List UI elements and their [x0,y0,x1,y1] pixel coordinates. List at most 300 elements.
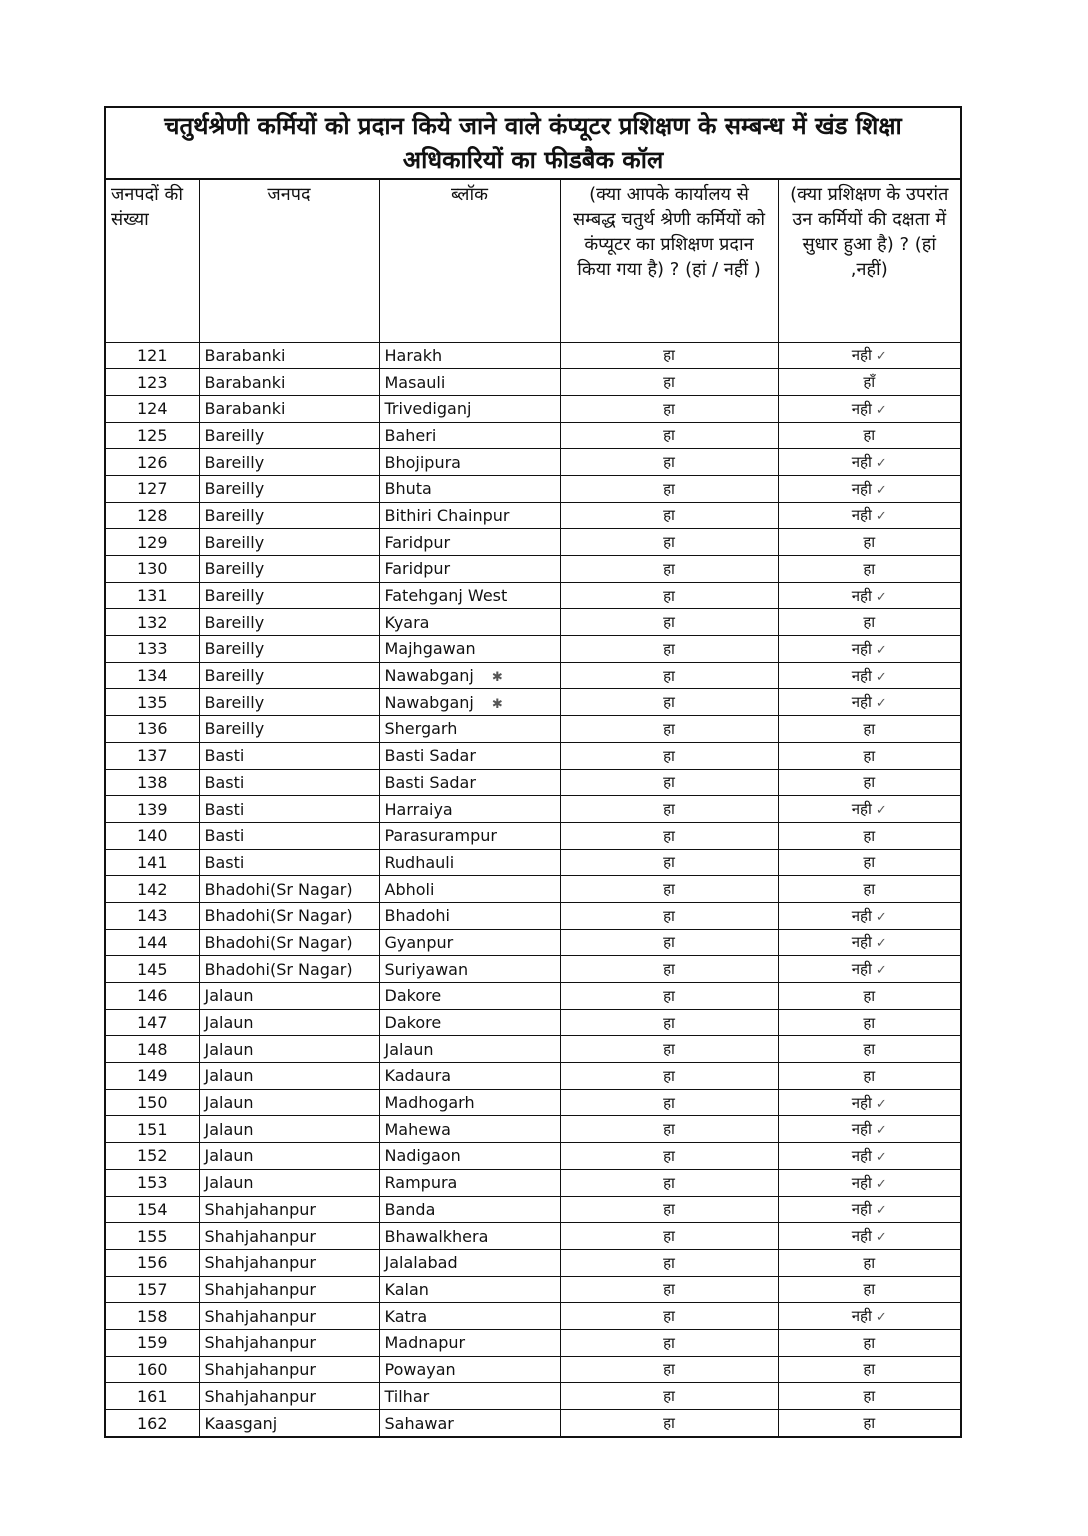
efficiency-improved-cell [778,422,960,449]
training-given-cell: हा [560,1196,778,1223]
checkmark-icon: ✓ [875,402,887,418]
district-cell: Shahjahanpur [199,1356,379,1383]
block-name: Powayan [384,1359,456,1379]
block-name: Madhogarh [384,1093,475,1113]
block-cell [379,1249,560,1276]
block-name: Nawabganj [384,666,474,686]
efficiency-improved-cell [778,582,960,609]
serial-cell: 159 [106,1329,199,1356]
training-given-cell: हा [560,556,778,583]
district-cell: Bareilly [199,475,379,502]
serial-cell: 143 [106,902,199,929]
serial-cell: 146 [106,983,199,1010]
efficiency-improved-cell [778,956,960,983]
efficiency-improved-cell [778,556,960,583]
district-cell: Shahjahanpur [199,1329,379,1356]
answer-text: नही [851,346,872,365]
serial-cell: 154 [106,1196,199,1223]
block-cell [379,822,560,849]
block-cell [379,529,560,556]
efficiency-improved-cell [778,742,960,769]
block-cell [379,422,560,449]
serial-cell: 139 [106,796,199,823]
training-given-cell: हा [560,1169,778,1196]
block-name: Bhadohi [384,906,450,926]
district-cell: Barabanki [199,342,379,369]
answer-text: नही [851,399,872,418]
serial-cell: 135 [106,689,199,716]
serial-cell: 145 [106,956,199,983]
table-row [106,849,960,876]
efficiency-improved-cell [778,1410,960,1437]
answer-text: हा [863,880,876,899]
table-row [106,769,960,796]
block-name: Baheri [384,425,437,445]
serial-cell: 162 [106,1410,199,1437]
district-cell: Bareilly [199,422,379,449]
efficiency-improved-cell [778,369,960,396]
table-row [106,369,960,396]
efficiency-improved-cell [778,689,960,716]
serial-cell: 127 [106,475,199,502]
block-cell [379,1356,560,1383]
serial-cell: 140 [106,822,199,849]
answer-text: नही [851,639,872,658]
table-row [106,1036,960,1063]
efficiency-improved-cell [778,1383,960,1410]
asterisk-mark-icon: ✱ [491,670,503,686]
serial-cell: 150 [106,1089,199,1116]
block-cell [379,582,560,609]
table-row [106,1196,960,1223]
block-name: Jalalabad [384,1253,458,1273]
efficiency-improved-cell [778,662,960,689]
efficiency-improved-cell [778,983,960,1010]
answer-text: हा [863,613,876,632]
efficiency-improved-cell [778,876,960,903]
block-cell [379,1116,560,1143]
serial-cell: 156 [106,1249,199,1276]
answer-text: नही [851,800,872,819]
block-cell [379,716,560,743]
training-given-cell: हा [560,983,778,1010]
block-name: Madnapur [384,1333,466,1353]
answer-text: हा [863,559,876,578]
block-cell [379,902,560,929]
block-cell [379,1169,560,1196]
training-given-cell: हा [560,796,778,823]
table-row [106,609,960,636]
block-cell [379,742,560,769]
training-given-cell: हा [560,1063,778,1090]
block-cell [379,1303,560,1330]
answer-text: नही [851,933,872,952]
block-cell [379,1089,560,1116]
block-cell [379,1143,560,1170]
efficiency-improved-cell [778,475,960,502]
answer-text: नही [851,960,872,979]
district-cell: Shahjahanpur [199,1303,379,1330]
serial-cell: 160 [106,1356,199,1383]
table-row [106,1356,960,1383]
block-cell [379,1009,560,1036]
efficiency-improved-cell [778,1303,960,1330]
table-row [106,1276,960,1303]
training-given-cell: हा [560,582,778,609]
training-given-cell: हा [560,449,778,476]
serial-cell: 161 [106,1383,199,1410]
block-cell [379,449,560,476]
district-cell: Bhadohi(Sr Nagar) [199,902,379,929]
training-given-cell: हा [560,636,778,663]
district-cell: Shahjahanpur [199,1223,379,1250]
efficiency-improved-cell [778,769,960,796]
header-training-given: (क्या आपके कार्यालय से सम्बद्ध चतुर्थ श्रेणी कर्मियों को कंप्यूटर का प्रशिक्षण प्रदान किया गया है) ? (हां / नहीं ) [560,180,778,342]
block-cell [379,556,560,583]
table-row [106,983,960,1010]
training-given-cell: हा [560,1383,778,1410]
block-name: Rampura [384,1173,458,1193]
header-efficiency-improved: (क्या प्रशिक्षण के उपरांत उन कर्मियों की दक्षता में सुधार हुआ है) ? (हां ,नहीं) [778,180,960,342]
training-given-cell: हा [560,369,778,396]
training-given-cell: हा [560,1143,778,1170]
district-cell: Jalaun [199,1143,379,1170]
header-serial: जनपदों की संख्या [106,180,199,342]
block-name: Faridpur [384,559,451,579]
block-name: Trivediganj [384,399,472,419]
block-name: Kadaura [384,1066,451,1086]
efficiency-improved-cell [778,502,960,529]
serial-cell: 134 [106,662,199,689]
table-row [106,1303,960,1330]
efficiency-improved-cell [778,609,960,636]
serial-cell: 158 [106,1303,199,1330]
answer-text: हा [863,826,876,845]
training-given-cell: हा [560,1410,778,1437]
checkmark-icon: ✓ [875,509,887,525]
efficiency-improved-cell [778,822,960,849]
block-name: Kalan [384,1279,429,1299]
training-given-cell: हा [560,609,778,636]
block-name: Majhgawan [384,639,476,659]
serial-cell: 148 [106,1036,199,1063]
table-row [106,1009,960,1036]
answer-text: नही [851,453,872,472]
efficiency-improved-cell [778,1036,960,1063]
training-given-cell: हा [560,1356,778,1383]
training-given-cell: हा [560,689,778,716]
efficiency-improved-cell [778,1116,960,1143]
training-given-cell: हा [560,475,778,502]
checkmark-icon: ✓ [875,936,887,952]
header-block: ब्लॉक [379,180,560,342]
table-row [106,1329,960,1356]
answer-text: नही [851,1307,872,1326]
answer-text: हा [863,1333,876,1352]
table-row [106,929,960,956]
feedback-table [106,180,960,1436]
block-cell [379,849,560,876]
district-cell: Bareilly [199,636,379,663]
serial-cell: 157 [106,1276,199,1303]
serial-cell: 155 [106,1223,199,1250]
district-cell: Bhadohi(Sr Nagar) [199,956,379,983]
answer-text: हा [863,1280,876,1299]
training-given-cell: हा [560,1036,778,1063]
training-given-cell: हा [560,1329,778,1356]
block-cell [379,929,560,956]
training-given-cell: हा [560,502,778,529]
efficiency-improved-cell [778,1329,960,1356]
checkmark-icon: ✓ [875,1176,887,1192]
serial-cell: 124 [106,395,199,422]
block-name: Parasurampur [384,826,497,846]
header-district: जनपद [199,180,379,342]
table-row [106,902,960,929]
district-cell: Bareilly [199,689,379,716]
efficiency-improved-cell [778,1223,960,1250]
efficiency-improved-cell [778,1276,960,1303]
answer-text: हा [863,1066,876,1085]
district-cell: Shahjahanpur [199,1249,379,1276]
efficiency-improved-cell [778,929,960,956]
training-given-cell: हा [560,662,778,689]
block-name: Harakh [384,345,443,365]
training-given-cell: हा [560,876,778,903]
checkmark-icon: ✓ [875,696,887,712]
block-cell [379,1196,560,1223]
district-cell: Bhadohi(Sr Nagar) [199,876,379,903]
block-name: Faridpur [384,532,451,552]
block-cell [379,1063,560,1090]
answer-text: नही [851,1200,872,1219]
block-cell [379,983,560,1010]
checkmark-icon: ✓ [875,963,887,979]
block-name: Bhojipura [384,452,461,472]
serial-cell: 141 [106,849,199,876]
table-row [106,689,960,716]
training-given-cell: हा [560,929,778,956]
table-row [106,822,960,849]
table-row [106,502,960,529]
block-cell [379,1410,560,1437]
answer-text: हा [863,1253,876,1272]
block-name: Nadigaon [384,1146,461,1166]
serial-cell: 136 [106,716,199,743]
block-name: Kyara [384,612,430,632]
efficiency-improved-cell [778,1249,960,1276]
training-given-cell: हा [560,1089,778,1116]
efficiency-improved-cell [778,1063,960,1090]
table-row [106,475,960,502]
district-cell: Shahjahanpur [199,1383,379,1410]
training-given-cell: हा [560,742,778,769]
training-given-cell: हा [560,1276,778,1303]
district-cell: Bhadohi(Sr Nagar) [199,929,379,956]
answer-text: हा [863,1360,876,1379]
answer-text: हा [863,1013,876,1032]
block-name: Shergarh [384,719,458,739]
serial-cell: 126 [106,449,199,476]
district-cell: Bareilly [199,449,379,476]
training-given-cell: हा [560,529,778,556]
page-title: चतुर्थश्रेणी कर्मियों को प्रदान किये जाने वाले कंप्यूटर प्रशिक्षण के सम्बन्ध में खंड शिक्षा अधिकारियों का फीडबैक कॉल [106,108,960,180]
table-row [106,1410,960,1437]
serial-cell: 129 [106,529,199,556]
serial-cell: 144 [106,929,199,956]
table-row [106,422,960,449]
answer-text: नही [851,1093,872,1112]
answer-text: हा [863,773,876,792]
district-cell: Bareilly [199,582,379,609]
serial-cell: 152 [106,1143,199,1170]
block-name: Rudhauli [384,852,455,872]
district-cell: Bareilly [199,609,379,636]
serial-cell: 123 [106,369,199,396]
serial-cell: 133 [106,636,199,663]
efficiency-improved-cell [778,849,960,876]
answer-text: हा [863,746,876,765]
district-cell: Jalaun [199,1116,379,1143]
district-cell: Jalaun [199,983,379,1010]
training-given-cell: हा [560,422,778,449]
district-cell: Basti [199,849,379,876]
district-cell: Bareilly [199,502,379,529]
table-row [106,582,960,609]
efficiency-improved-cell [778,902,960,929]
block-cell [379,1276,560,1303]
serial-cell: 130 [106,556,199,583]
block-cell [379,502,560,529]
checkmark-icon: ✓ [875,642,887,658]
district-cell: Jalaun [199,1089,379,1116]
block-name: Basti Sadar [384,746,476,766]
table-row [106,1143,960,1170]
district-cell: Basti [199,742,379,769]
training-given-cell: हा [560,1249,778,1276]
block-cell [379,395,560,422]
table-row [106,956,960,983]
block-name: Tilhar [384,1386,430,1406]
checkmark-icon: ✓ [875,1230,887,1246]
answer-text: नही [851,1120,872,1139]
block-cell [379,475,560,502]
block-cell [379,662,560,689]
district-cell: Barabanki [199,395,379,422]
block-name: Bhuta [384,479,432,499]
block-cell [379,769,560,796]
district-cell: Basti [199,822,379,849]
checkmark-icon: ✓ [875,1096,887,1112]
district-cell: Jalaun [199,1169,379,1196]
asterisk-mark-icon: ✱ [491,696,503,712]
table-row [106,1169,960,1196]
answer-text: हा [863,1040,876,1059]
serial-cell: 128 [106,502,199,529]
efficiency-improved-cell [778,1089,960,1116]
block-name: Banda [384,1199,436,1219]
serial-cell: 151 [106,1116,199,1143]
answer-text: हा [863,853,876,872]
checkmark-icon: ✓ [875,669,887,685]
block-name: Nawabganj [384,692,474,712]
efficiency-improved-cell [778,1356,960,1383]
district-cell: Basti [199,769,379,796]
table-row [106,876,960,903]
table-row [106,1089,960,1116]
checkmark-icon: ✓ [875,909,887,925]
efficiency-improved-cell [778,796,960,823]
serial-cell: 153 [106,1169,199,1196]
header-row [106,180,960,342]
block-name: Suriyawan [384,959,469,979]
table-row [106,529,960,556]
answer-text: नही [851,1146,872,1165]
block-cell [379,1329,560,1356]
block-cell [379,636,560,663]
serial-cell: 137 [106,742,199,769]
block-name: Dakore [384,986,442,1006]
table-row [106,636,960,663]
training-given-cell: हा [560,395,778,422]
block-cell [379,609,560,636]
table-row [106,662,960,689]
block-cell [379,369,560,396]
answer-text: हा [863,533,876,552]
table-body [106,342,960,1436]
efficiency-improved-cell [778,342,960,369]
district-cell: Bareilly [199,556,379,583]
serial-cell: 131 [106,582,199,609]
efficiency-improved-cell [778,716,960,743]
efficiency-improved-cell [778,449,960,476]
efficiency-improved-cell [778,636,960,663]
block-name: Abholi [384,879,435,899]
district-cell: Basti [199,796,379,823]
district-cell: Shahjahanpur [199,1276,379,1303]
training-given-cell: हा [560,902,778,929]
checkmark-icon: ✓ [875,349,887,365]
efficiency-improved-cell [778,1169,960,1196]
block-name: Sahawar [384,1413,454,1433]
table-row [106,796,960,823]
district-cell: Barabanki [199,369,379,396]
block-name: Katra [384,1306,428,1326]
table-row [106,1223,960,1250]
district-cell: Jalaun [199,1036,379,1063]
block-name: Masauli [384,372,446,392]
answer-text: नही [851,906,872,925]
training-given-cell: हा [560,1223,778,1250]
answer-text: नही [851,1173,872,1192]
training-given-cell: हा [560,822,778,849]
checkmark-icon: ✓ [875,1203,887,1219]
block-cell [379,796,560,823]
answer-text: हा [863,986,876,1005]
training-given-cell: हा [560,1303,778,1330]
serial-cell: 149 [106,1063,199,1090]
district-cell: Shahjahanpur [199,1196,379,1223]
training-given-cell: हा [560,1009,778,1036]
answer-text: नही [851,1227,872,1246]
answer-text: हा [863,719,876,738]
block-cell [379,342,560,369]
answer-text: नही [851,693,872,712]
checkmark-icon: ✓ [875,589,887,605]
block-name: Harraiya [384,799,453,819]
checkmark-icon: ✓ [875,803,887,819]
table-row [106,556,960,583]
